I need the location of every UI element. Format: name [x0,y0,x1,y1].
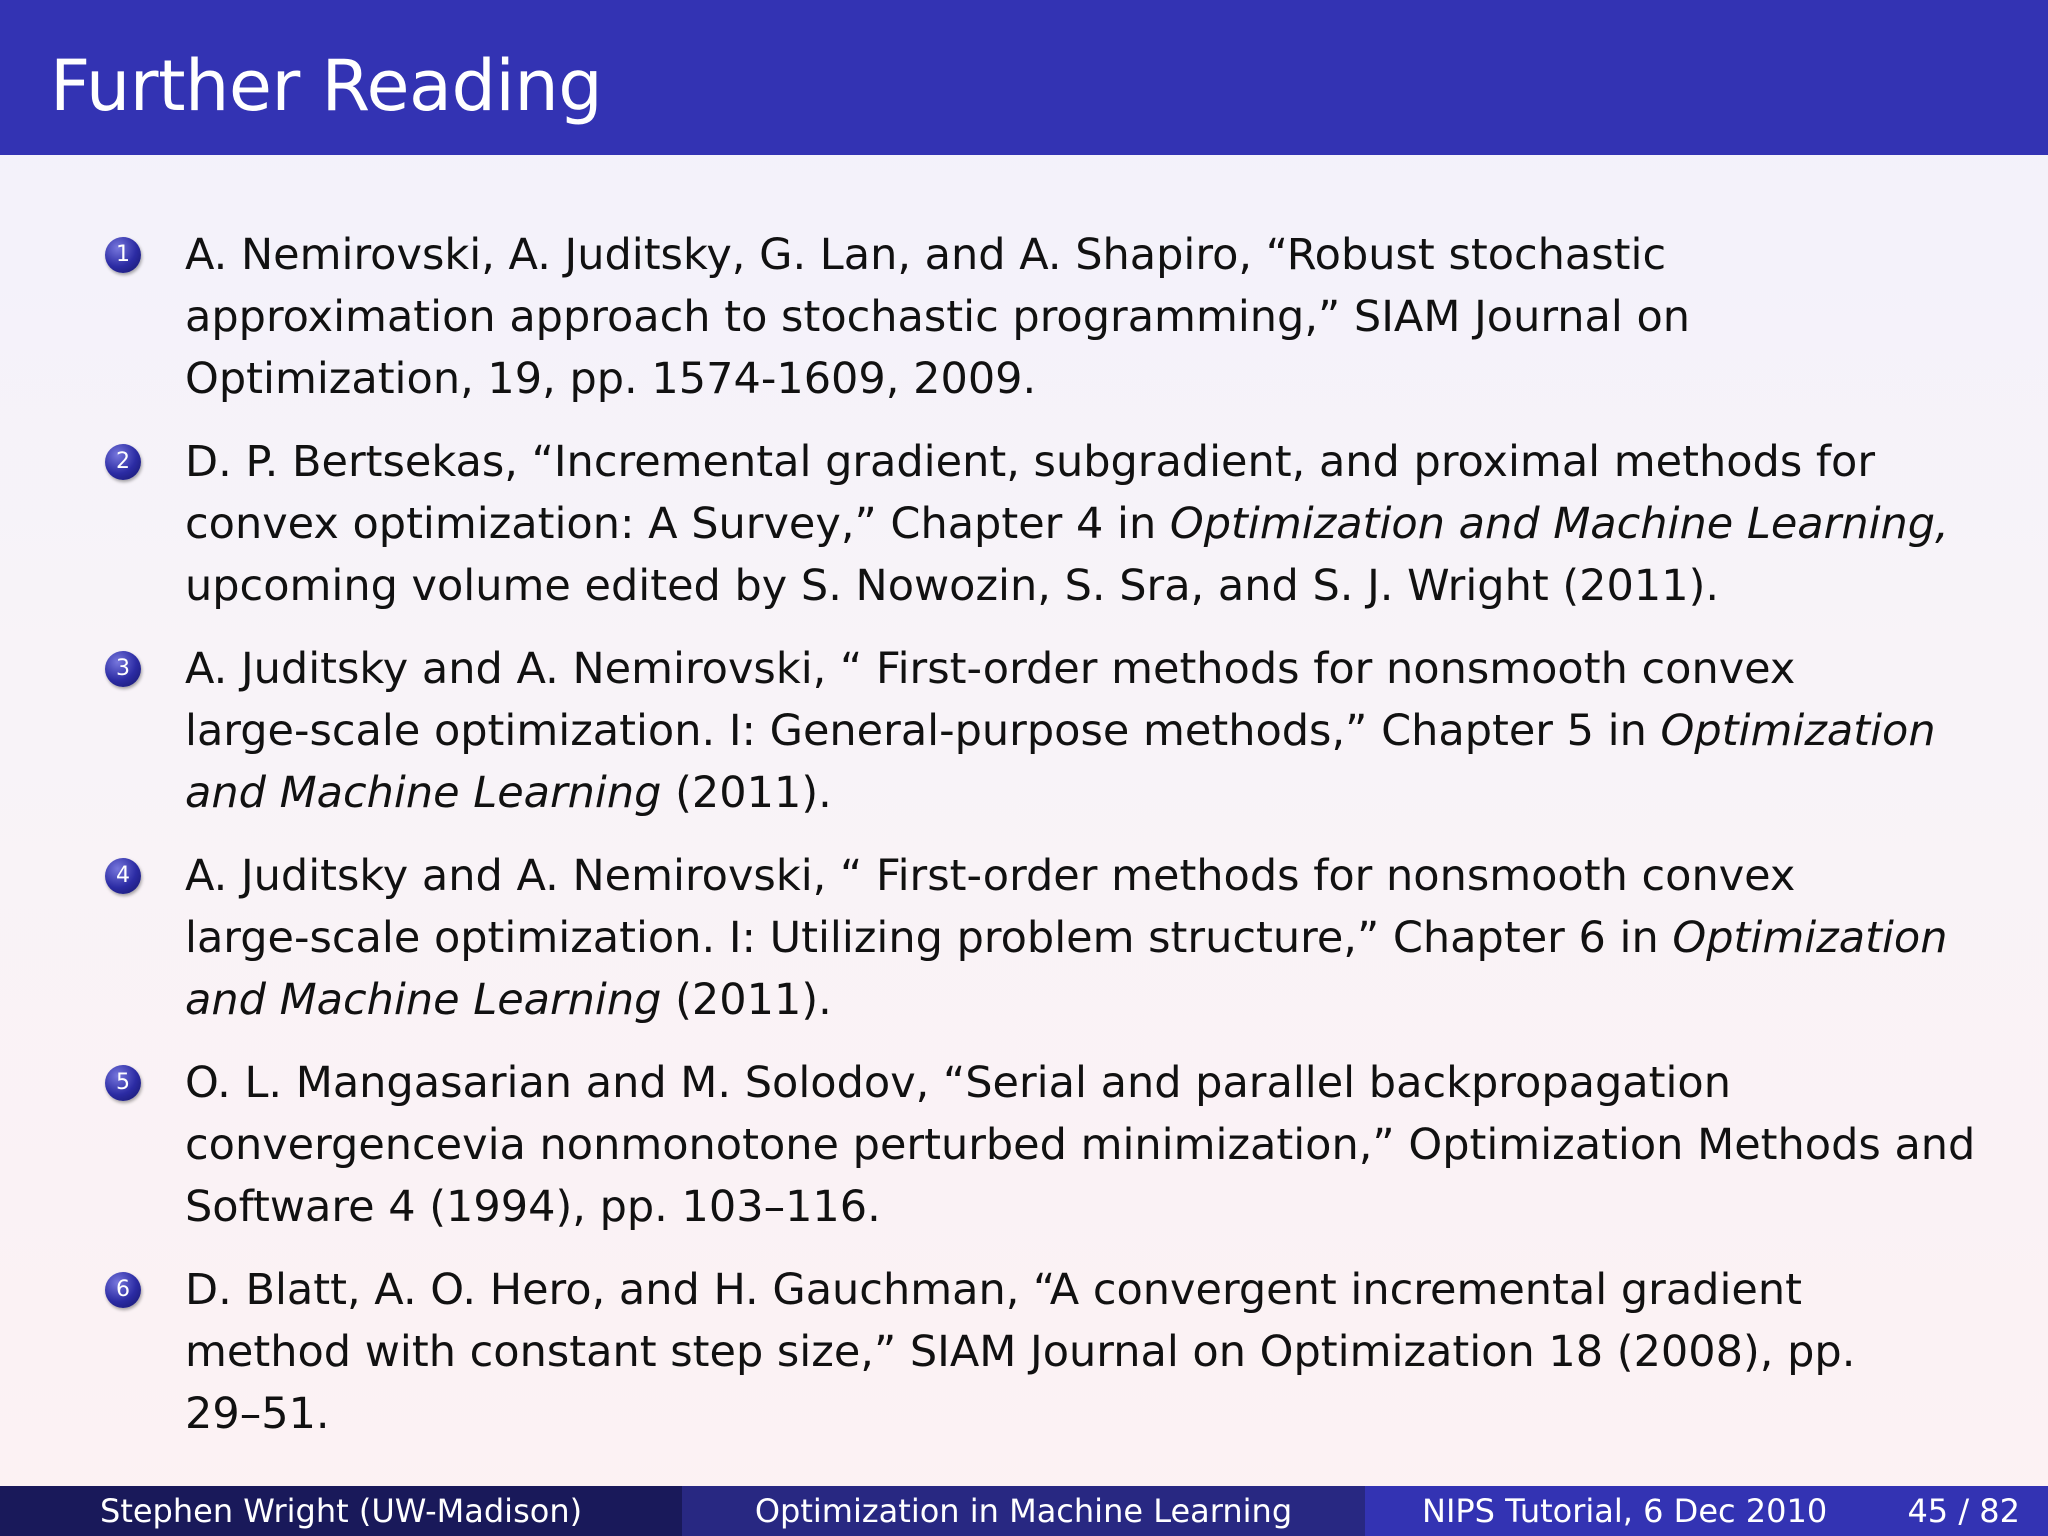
book-title-italic: and Machine Learning [185,768,662,818]
reference-text [185,1259,1995,1445]
reference-item-2 [116,431,1995,617]
reference-line-text: O. L. Mangasarian and M. Solodov, “Serial and parallel backpropagation [185,1058,1731,1108]
reference-line [185,555,1995,617]
reference-line [185,1114,1995,1176]
reference-line-text: (2011). [661,975,832,1025]
book-title-italic: and Machine Learning [185,975,662,1025]
reference-number-ball: 4 [105,858,141,894]
reference-line-text: convergencevia nonmonotone perturbed minimization,” Optimization Methods and [185,1120,1976,1170]
reference-line [185,1052,1995,1114]
reference-number-ball: 2 [105,444,141,480]
reference-line [185,286,1995,348]
reference-text [185,638,1995,824]
reference-line [185,762,1995,824]
reference-line-text: upcoming volume edited by S. Nowozin, S. Sra, and S. J. Wright (2011). [185,561,1720,611]
reference-line [185,638,1995,700]
reference-line [185,348,1995,410]
reference-text [185,224,1995,410]
reference-item-5 [116,1052,1995,1238]
reference-item-6 [116,1259,1995,1445]
reference-number-ball: 6 [105,1272,141,1308]
reference-line-text: large-scale optimization. I: Utilizing problem structure,” Chapter 6 in [185,913,1673,963]
footer-author: Stephen Wright (UW-Madison) [0,1486,682,1536]
reference-number-ball: 3 [105,651,141,687]
reference-line [185,1383,1995,1445]
reference-line [185,224,1995,286]
slide-title: Further Reading [50,45,603,127]
reference-line-text: A. Nemirovski, A. Juditsky, G. Lan, and A. Shapiro, “Robust stochastic [185,230,1667,280]
reference-text [185,431,1995,617]
reference-number-ball: 5 [105,1065,141,1101]
reference-line [185,493,1995,555]
reference-line [185,969,1995,1031]
book-title-italic: Optimization and Machine Learning, [1169,499,1949,549]
reference-line-text: convex optimization: A Survey,” Chapter 4 in [185,499,1170,549]
reference-line-text: A. Juditsky and A. Nemirovski, “ First-order methods for nonsmooth convex [185,644,1796,694]
reference-line-text: D. Blatt, A. O. Hero, and H. Gauchman, “A convergent incremental gradient [185,1265,1802,1315]
reference-line [185,1259,1995,1321]
footer-event: NIPS Tutorial, 6 Dec 2010 [1422,1492,1828,1530]
reference-line-text: A. Juditsky and A. Nemirovski, “ First-order methods for nonsmooth convex [185,851,1796,901]
reference-line-text: D. P. Bertsekas, “Incremental gradient, subgradient, and proximal methods for [185,437,1876,487]
reference-item-4 [116,845,1995,1031]
reference-line-text: Software 4 (1994), pp. 103–116. [185,1182,881,1232]
reference-line [185,700,1995,762]
reference-line-text: large-scale optimization. I: General-purpose methods,” Chapter 5 in [185,706,1661,756]
book-title-italic: Optimization [1672,913,1948,963]
footer-event-section [1365,1486,2048,1536]
slide-footer [0,1486,2048,1536]
reference-line-text: method with constant step size,” SIAM Journal on Optimization 18 (2008), pp. [185,1327,1856,1377]
reference-line [185,907,1995,969]
reference-text [185,845,1995,1031]
footer-talk-title: Optimization in Machine Learning [682,1486,1365,1536]
reference-line [185,431,1995,493]
reference-number-ball: 1 [105,237,141,273]
book-title-italic: Optimization [1660,706,1936,756]
reference-line-text: 29–51. [185,1389,330,1439]
reference-line-text: approximation approach to stochastic programming,” SIAM Journal on [185,292,1691,342]
reference-item-1 [116,224,1995,410]
reference-line-text: (2011). [661,768,832,818]
reference-line [185,1321,1995,1383]
reference-line [185,845,1995,907]
reference-item-3 [116,638,1995,824]
reference-text [185,1052,1995,1238]
footer-page-number: 45 / 82 [1907,1492,2020,1530]
reference-line [185,1176,1995,1238]
reference-line-text: Optimization, 19, pp. 1574-1609, 2009. [185,354,1037,404]
